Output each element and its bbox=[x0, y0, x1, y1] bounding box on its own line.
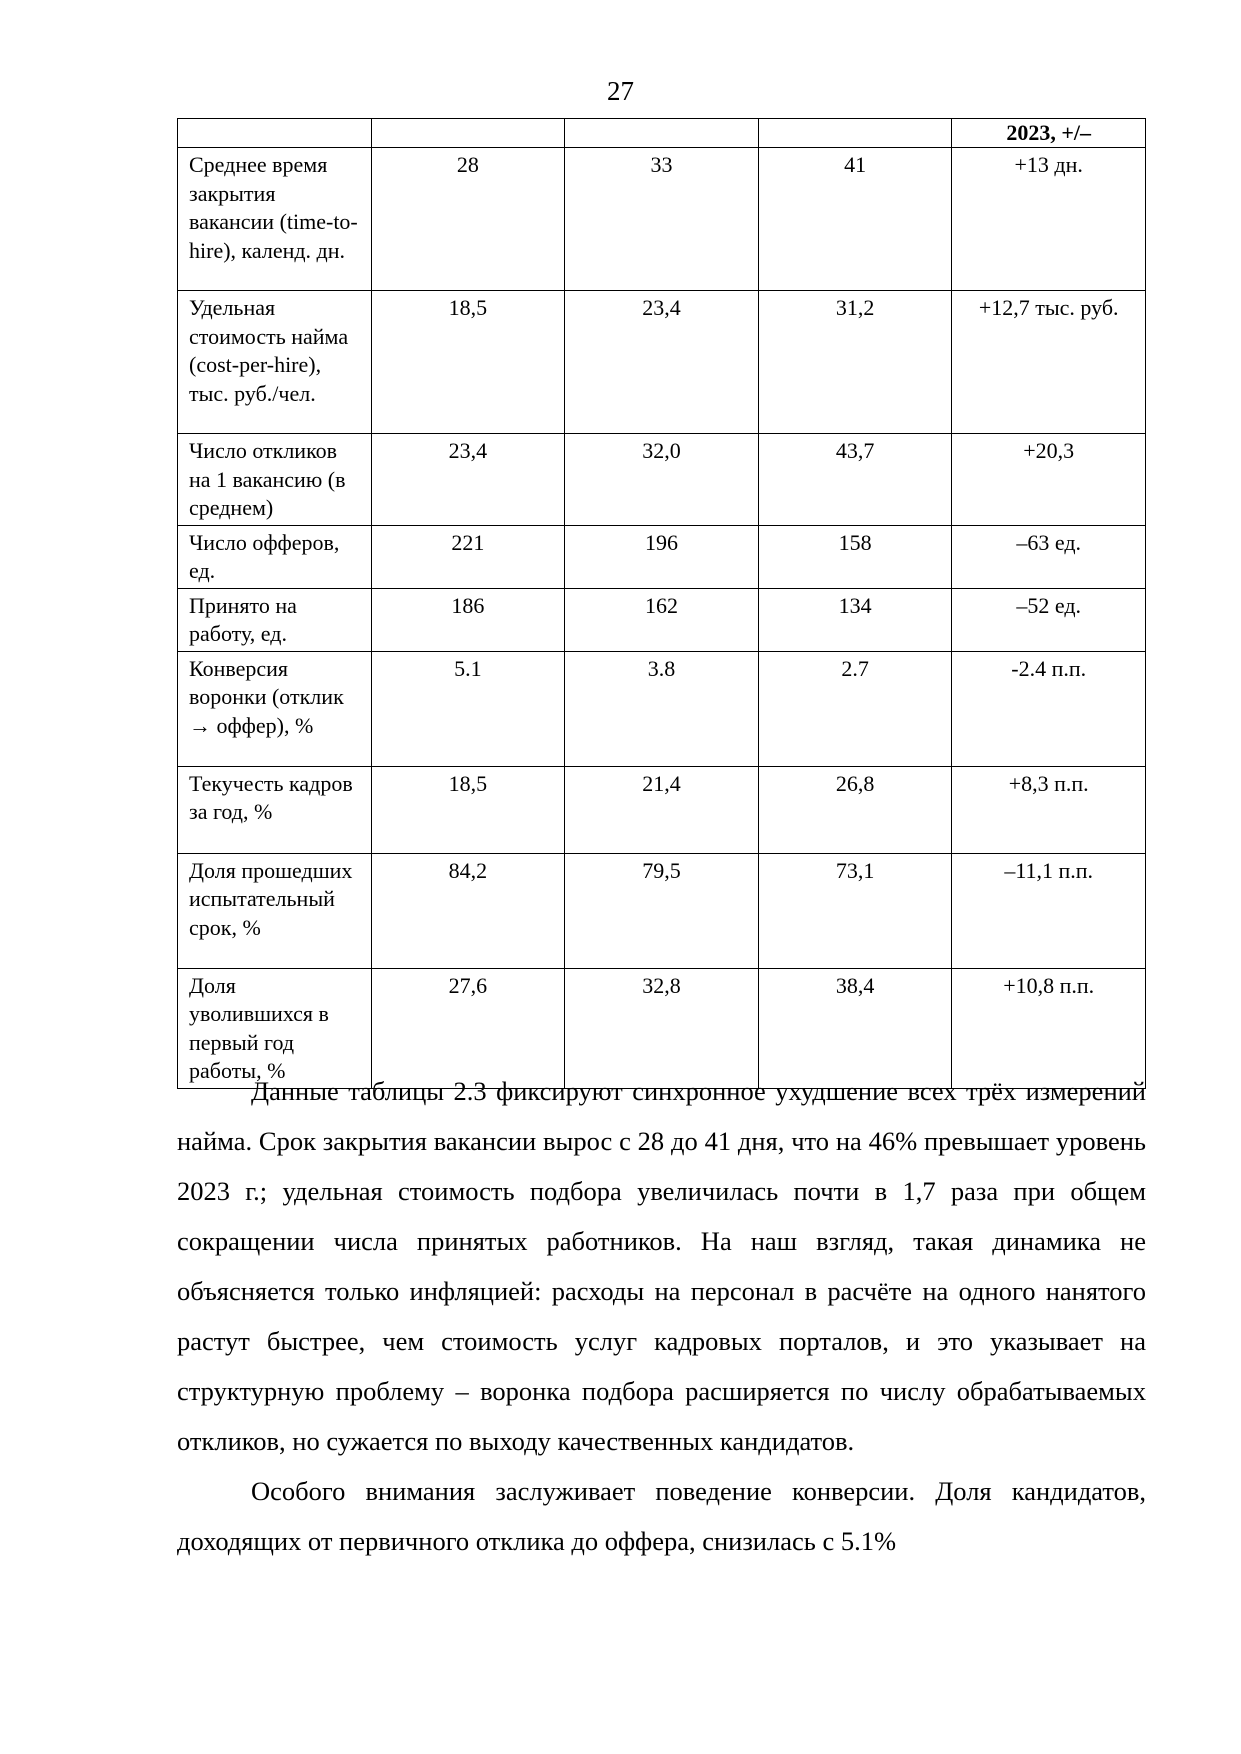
row-value: 28 bbox=[371, 148, 565, 291]
paragraph: Особого внимания заслуживает поведение конверсии. Доля кандидатов, доходящих от первичного отклика до оффера, снизилась с 5.1% bbox=[177, 1476, 1146, 1556]
table-header-cell bbox=[371, 119, 565, 148]
table-row bbox=[178, 291, 1146, 434]
table-row bbox=[178, 148, 1146, 291]
row-change: -2.4 п.п. bbox=[952, 651, 1146, 766]
row-label: Конверсия воронки (отклик → оффер), % bbox=[178, 651, 372, 766]
table-row bbox=[178, 853, 1146, 968]
row-value: 73,1 bbox=[758, 853, 952, 968]
row-label: Среднее время закрытия вакансии (time-to-hire), календ. дн. bbox=[178, 148, 372, 291]
row-change: +20,3 bbox=[952, 434, 1146, 526]
row-value: 5.1 bbox=[371, 651, 565, 766]
table-header-cell bbox=[565, 119, 759, 148]
row-value: 41 bbox=[758, 148, 952, 291]
row-value: 221 bbox=[371, 525, 565, 588]
table-row bbox=[178, 434, 1146, 526]
row-value: 32,0 bbox=[565, 434, 759, 526]
row-value: 23,4 bbox=[565, 291, 759, 434]
row-value: 21,4 bbox=[565, 766, 759, 853]
table-header-row bbox=[178, 119, 1146, 148]
row-label: Доля уволившихся в первый год работы, % bbox=[178, 968, 372, 1088]
row-value: 84,2 bbox=[371, 853, 565, 968]
row-change: –52 ед. bbox=[952, 588, 1146, 651]
row-value: 3.8 bbox=[565, 651, 759, 766]
row-value: 43,7 bbox=[758, 434, 952, 526]
row-change: +12,7 тыс. руб. bbox=[952, 291, 1146, 434]
row-label: Удельная стоимость найма (cost-per-hire), тыс. руб./чел. bbox=[178, 291, 372, 434]
row-value: 38,4 bbox=[758, 968, 952, 1088]
row-value: 33 bbox=[565, 148, 759, 291]
row-value: 18,5 bbox=[371, 766, 565, 853]
row-value: 27,6 bbox=[371, 968, 565, 1088]
row-value: 23,4 bbox=[371, 434, 565, 526]
row-label: Текучесть кадров за год, % bbox=[178, 766, 372, 853]
row-label: Число офферов, ед. bbox=[178, 525, 372, 588]
body-text bbox=[177, 1066, 1146, 1566]
row-value: 186 bbox=[371, 588, 565, 651]
row-value: 31,2 bbox=[758, 291, 952, 434]
row-value: 2.7 bbox=[758, 651, 952, 766]
row-value: 158 bbox=[758, 525, 952, 588]
paragraph: Данные таблицы 2.3 фиксируют синхронное ухудшение всех трёх измерений найма. Срок закрытия вакансии вырос с 28 до 41 дня, что на 46% превышает уровень 2023 г.; удельная стоимость подбора увеличилась почти в 1,7 раза при общем сокращении числа принятых работников. На наш взгляд, такая динамика не объясняется только инфляцией: расходы на персонал в расчёте на одного нанятого растут быстрее, чем стоимость услуг кадровых порталов, и это указывает на структурную проблему – воронка подбора расширяется по числу обрабатываемых откликов, но сужается по выходу качественных кандидатов. bbox=[177, 1076, 1146, 1456]
row-value: 26,8 bbox=[758, 766, 952, 853]
row-change: –63 ед. bbox=[952, 525, 1146, 588]
row-change: +8,3 п.п. bbox=[952, 766, 1146, 853]
row-value: 162 bbox=[565, 588, 759, 651]
row-value: 79,5 bbox=[565, 853, 759, 968]
table-row bbox=[178, 588, 1146, 651]
table-row bbox=[178, 525, 1146, 588]
row-label: Принято на работу, ед. bbox=[178, 588, 372, 651]
table-header-cell-change: 2023, +/– bbox=[952, 119, 1146, 148]
hiring-metrics-table bbox=[177, 118, 1146, 1089]
row-change: +10,8 п.п. bbox=[952, 968, 1146, 1088]
row-change: +13 дн. bbox=[952, 148, 1146, 291]
row-change: –11,1 п.п. bbox=[952, 853, 1146, 968]
table-row bbox=[178, 651, 1146, 766]
page-number: 27 bbox=[607, 76, 634, 106]
row-value: 196 bbox=[565, 525, 759, 588]
row-value: 134 bbox=[758, 588, 952, 651]
table-header-cell bbox=[758, 119, 952, 148]
row-value: 32,8 bbox=[565, 968, 759, 1088]
row-label: Число откликов на 1 вакансию (в среднем) bbox=[178, 434, 372, 526]
row-label: Доля прошедших испытательный срок, % bbox=[178, 853, 372, 968]
table-header-cell bbox=[178, 119, 372, 148]
table-row bbox=[178, 766, 1146, 853]
row-value: 18,5 bbox=[371, 291, 565, 434]
